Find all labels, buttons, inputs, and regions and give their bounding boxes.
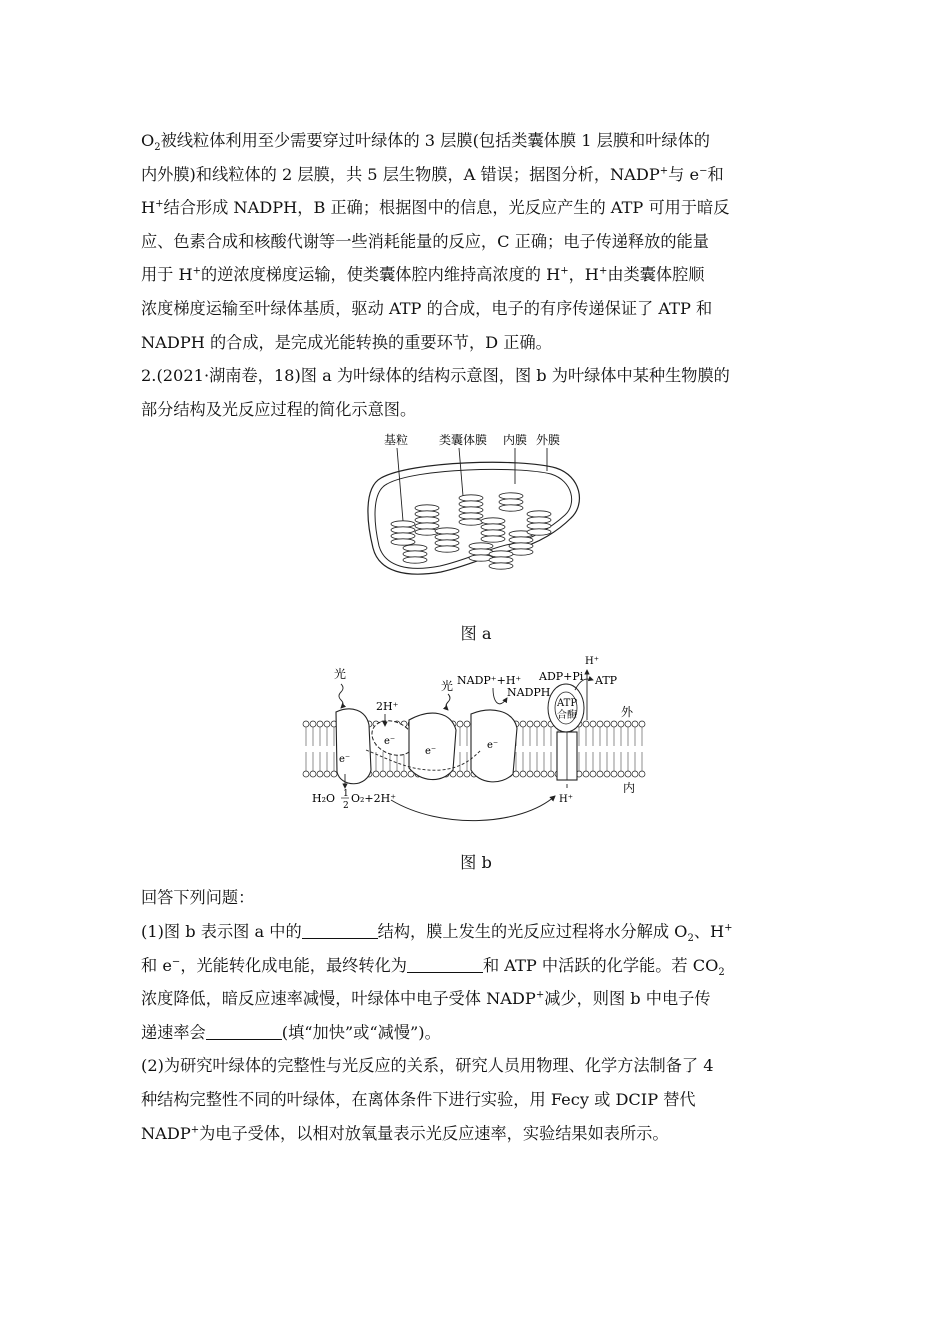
lipid-head xyxy=(387,771,393,777)
thylakoid-disc xyxy=(415,523,439,529)
lipid-head xyxy=(548,771,554,777)
thylakoid-disc xyxy=(435,534,459,540)
lipid-head xyxy=(625,771,631,777)
label-h-plus-top: H⁺ xyxy=(585,656,599,668)
text: (1)图 b 表示图 a 中的 xyxy=(141,921,302,941)
electron-label-2: e⁻ xyxy=(384,736,396,748)
lipid-head xyxy=(513,771,519,777)
text: 和 e xyxy=(141,955,172,975)
superscript: + xyxy=(192,265,202,277)
text: 减少，则图 b 中电子传 xyxy=(544,989,711,1009)
chloroplast-diagram xyxy=(141,426,811,616)
lipid-head xyxy=(303,771,309,777)
text: 浓度降低，暗反应速率减慢，叶绿体中电子受体 NADP xyxy=(141,989,536,1009)
lipid-head xyxy=(534,721,540,727)
text: ，光能转化成电能，最终转化为 xyxy=(180,955,407,975)
text: H xyxy=(141,198,156,218)
superscript: + xyxy=(190,1124,200,1136)
thylakoid-disc xyxy=(459,507,483,513)
thylakoid-disc xyxy=(459,501,483,507)
thylakoid-disc xyxy=(509,543,533,549)
grana-stacks xyxy=(391,493,551,569)
answer-blank-3[interactable] xyxy=(206,1025,282,1040)
lipid-head xyxy=(625,721,631,727)
lipid-head xyxy=(317,771,323,777)
light-label-1: 光 xyxy=(334,667,347,682)
lipid-head xyxy=(541,721,547,727)
text: NADP xyxy=(141,1123,191,1143)
thylakoid-disc xyxy=(459,519,483,525)
thylakoid-disc xyxy=(489,551,513,557)
label-half-denominator: 2 xyxy=(343,801,349,812)
thylakoid-disc xyxy=(391,527,415,533)
lipid-head xyxy=(520,721,526,727)
label-nadph: NADPH xyxy=(507,686,551,700)
thylakoid-disc xyxy=(469,543,493,549)
superscript: − xyxy=(699,165,708,177)
thylakoid-disc xyxy=(489,563,513,569)
lipid-head xyxy=(611,721,617,727)
question-2-part-2 xyxy=(141,1049,811,1150)
lipid-head xyxy=(583,721,589,727)
thylakoid-disc xyxy=(481,530,505,536)
text: (2)为研究叶绿体的完整性与光反应的关系，研究人员用物理、化学方法制备了 4 xyxy=(141,1056,714,1076)
superscript: + xyxy=(535,989,545,1001)
explanation-paragraph xyxy=(141,124,811,359)
thylakoid-disc xyxy=(527,529,551,535)
thylakoid-disc xyxy=(499,499,523,505)
label-inside: 内 xyxy=(623,781,636,796)
lipid-head xyxy=(618,721,624,727)
label-h-plus-bottom: H⁺ xyxy=(559,794,573,806)
answer-blank-1[interactable] xyxy=(302,924,378,939)
lipid-head xyxy=(324,721,330,727)
label-adp-pi: ADP+Pi xyxy=(539,670,584,684)
text: 、H xyxy=(693,921,725,941)
page-content xyxy=(141,124,811,1150)
lipid-head xyxy=(464,771,470,777)
label-atp-synthase-2: 合酶 xyxy=(557,710,577,722)
lipid-head xyxy=(583,771,589,777)
superscript: + xyxy=(659,165,669,177)
lipid-head xyxy=(457,721,463,727)
thylakoid-disc xyxy=(435,540,459,546)
thylakoid-disc xyxy=(435,546,459,552)
question-2-part-1 xyxy=(141,915,811,1049)
text: 和 ATP 中活跃的化学能。若 CO xyxy=(482,955,719,975)
lipid-head xyxy=(590,771,596,777)
label-h2o: H₂O xyxy=(312,792,336,806)
text: 用于 H xyxy=(141,265,193,285)
text: 和 xyxy=(707,164,724,184)
label-nadp-plus-h: NADP⁺+H⁺ xyxy=(457,674,522,688)
lipid-head xyxy=(373,771,379,777)
electron-label-4: e⁻ xyxy=(487,740,499,752)
text: 结合形成 NADPH，B 正确；根据图中的信息，光反应产生的 ATP 可用于暗反 xyxy=(163,198,730,218)
text: 递速率会 xyxy=(141,1022,206,1042)
text: 浓度梯度运输至叶绿体基质，驱动 ATP 的合成，电子的有序传递保证了 ATP 和 xyxy=(141,298,713,318)
thylakoid-disc xyxy=(499,493,523,499)
text: 种结构完整性不同的叶绿体，在离体条件下进行实验，用 Fecy 或 DCIP 替代 xyxy=(141,1089,696,1109)
text: 的逆浓度梯度运输，使类囊体腔内维持高浓度的 H xyxy=(201,265,561,285)
thylakoid-disc xyxy=(481,524,505,530)
label-outside: 外 xyxy=(621,705,634,720)
subscript: 2 xyxy=(718,966,725,978)
lipid-head xyxy=(310,721,316,727)
thylakoid-disc xyxy=(415,505,439,511)
lipid-head xyxy=(632,721,638,727)
thylakoid-disc xyxy=(489,557,513,563)
label-half-numerator: 1 xyxy=(343,789,349,800)
superscript: + xyxy=(560,265,569,277)
text: (填“加快”或“减慢”)。 xyxy=(281,1022,441,1042)
figure-a xyxy=(141,426,811,616)
lipid-head xyxy=(541,771,547,777)
lipid-head xyxy=(324,771,330,777)
label-inner-membrane: 内膜 xyxy=(503,433,528,448)
lipid-head xyxy=(604,721,610,727)
label-thylakoid-membrane: 类囊体膜 xyxy=(439,433,488,448)
lipid-head xyxy=(380,771,386,777)
figure-b xyxy=(141,650,811,835)
subscript: 2 xyxy=(687,933,694,945)
thylakoid-disc xyxy=(509,537,533,543)
thylakoid-disc xyxy=(459,513,483,519)
figure-b-caption: 图 b xyxy=(460,853,492,873)
text: 由类囊体腔顺 xyxy=(607,265,705,285)
thylakoid-disc xyxy=(481,518,505,524)
lipid-head xyxy=(520,771,526,777)
electron-label-1: e⁻ xyxy=(339,754,351,766)
thylakoid-disc xyxy=(527,511,551,517)
lipid-head xyxy=(632,771,638,777)
label-outer-membrane: 外膜 xyxy=(536,433,561,448)
text: 被线粒体利用至少需要穿过叶绿体的 3 层膜(包括类囊体膜 1 层膜和叶绿体的 xyxy=(160,131,710,150)
superscript: + xyxy=(598,265,608,277)
thylakoid-disc xyxy=(481,536,505,542)
text: 2.(2021·湖南卷，18)图 a 为叶绿体的结构示意图，图 b 为叶绿体中某种生物膜的 xyxy=(141,366,730,386)
lipid-head xyxy=(331,771,337,777)
text: 与 e xyxy=(668,164,700,184)
superscript: − xyxy=(171,956,181,968)
lipid-head xyxy=(639,771,645,777)
lipid-head xyxy=(464,721,470,727)
text: NADPH 的合成，是完成光能转换的重要环节，D 正确。 xyxy=(141,332,552,352)
thylakoid-disc xyxy=(403,545,427,551)
lipid-head xyxy=(604,771,610,777)
lipid-head xyxy=(618,771,624,777)
thylakoid-disc xyxy=(435,528,459,534)
thylakoid-disc xyxy=(403,551,427,557)
light-label-2: 光 xyxy=(441,679,454,694)
lipid-head xyxy=(597,721,603,727)
thylakoid-disc xyxy=(391,521,415,527)
subscript: 2 xyxy=(154,142,161,154)
thylakoid-disc xyxy=(459,495,483,501)
lipid-head xyxy=(597,771,603,777)
answer-prompt: 回答下列问题： xyxy=(141,888,255,908)
lipid-head xyxy=(394,771,400,777)
lipid-head xyxy=(457,771,463,777)
thylakoid-disc xyxy=(499,505,523,511)
lipid-head xyxy=(611,771,617,777)
label-o2-2h: O₂+2H⁺ xyxy=(351,792,397,806)
text: 部分结构及光反应过程的简化示意图。 xyxy=(141,399,417,419)
text: ，H xyxy=(568,265,599,285)
thylakoid-disc xyxy=(527,517,551,523)
label-atp-synthase-1: ATP xyxy=(557,698,578,710)
lipid-head xyxy=(527,771,533,777)
label-granum: 基粒 xyxy=(384,433,409,448)
photosystem-ii xyxy=(336,709,371,784)
question-2-stem xyxy=(141,359,811,426)
thylakoid-disc xyxy=(527,523,551,529)
thylakoid-disc xyxy=(391,539,415,545)
lipid-head xyxy=(401,771,407,777)
label-atp: ATP xyxy=(595,674,618,688)
lipid-head xyxy=(303,721,309,727)
figure-a-caption: 图 a xyxy=(460,624,492,644)
lipid-head xyxy=(639,721,645,727)
thylakoid-disc xyxy=(403,557,427,563)
label-2h-plus: 2H⁺ xyxy=(376,700,399,714)
superscript: + xyxy=(724,922,733,934)
text: 应、色素合成和核酸代谢等一些消耗能量的反应，C 正确；电子传递释放的能量 xyxy=(141,231,709,251)
text: 内外膜)和线粒体的 2 层膜，共 5 层生物膜，A 错误；据图分析，NADP xyxy=(141,164,660,184)
thylakoid-disc xyxy=(415,517,439,523)
text: O xyxy=(141,131,155,150)
thylakoid-disc xyxy=(391,533,415,539)
text: 结构，膜上发生的光反应过程将水分解成 O xyxy=(377,921,688,941)
answer-blank-2[interactable] xyxy=(407,958,483,973)
lipid-head xyxy=(527,721,533,727)
electron-label-3: e⁻ xyxy=(425,746,437,758)
lipid-head xyxy=(317,721,323,727)
thylakoid-membrane-diagram xyxy=(141,650,811,835)
lipid-head xyxy=(534,771,540,777)
superscript: + xyxy=(155,198,164,210)
text: 为电子受体，以相对放氧量表示光反应速率，实验结果如表所示。 xyxy=(199,1123,669,1143)
lipid-head xyxy=(310,771,316,777)
thylakoid-disc xyxy=(415,511,439,517)
lipid-head xyxy=(590,721,596,727)
